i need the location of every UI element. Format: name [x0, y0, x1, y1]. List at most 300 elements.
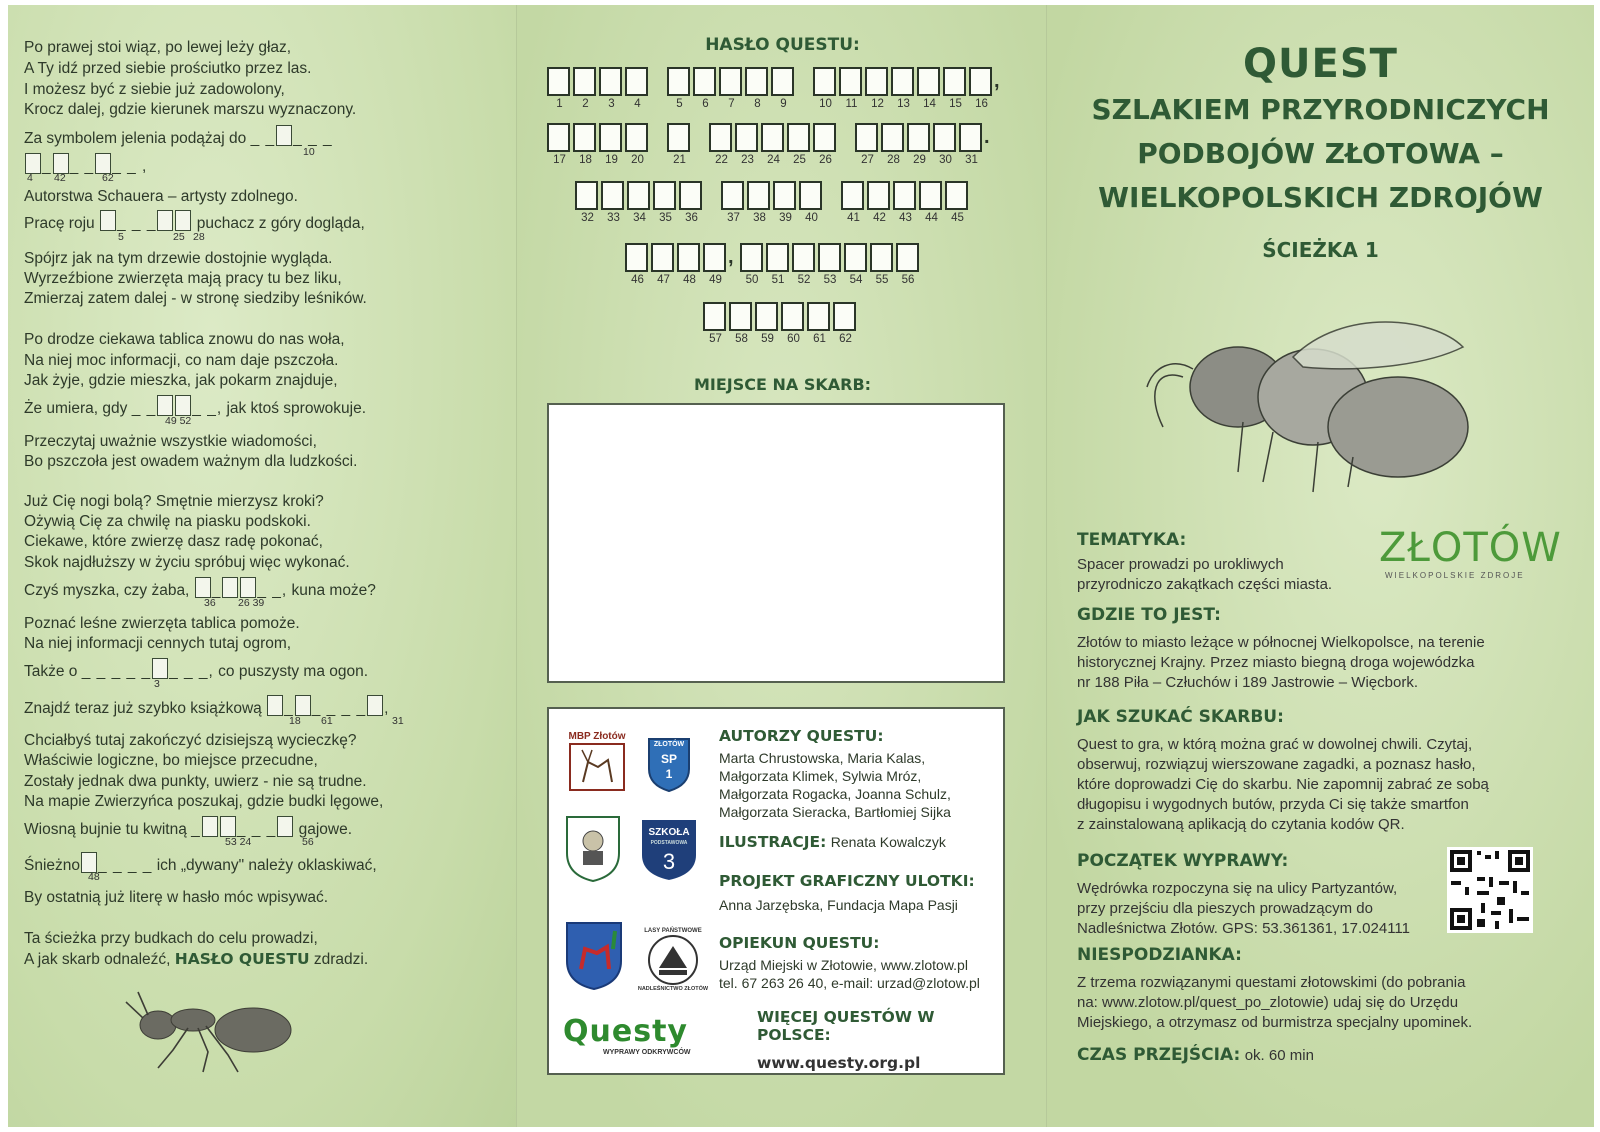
poem-text: Śnieżno — [24, 857, 81, 874]
letter-number: 22 — [715, 154, 728, 166]
poem-text: kuna może? — [291, 582, 376, 599]
letter-box[interactable] — [747, 181, 770, 210]
surprise-line: Miejskiego, a otrzymasz od burmistrza specjalny upominek. — [1077, 1014, 1473, 1031]
answer-box[interactable] — [53, 153, 69, 174]
answer-box[interactable] — [25, 153, 41, 174]
credits-text — [719, 727, 999, 1072]
logo-text: Questy — [563, 1014, 688, 1049]
letter-box[interactable] — [575, 181, 598, 210]
letter-box[interactable] — [855, 123, 878, 152]
poem-text: Za symbolem jelenia podążaj do — [24, 130, 247, 147]
questy-logo[interactable] — [563, 1009, 733, 1061]
poem-text: zdradzi. — [313, 951, 369, 968]
logo-text: MBP Złotów — [568, 730, 626, 742]
where-line: historycznej Krajny. Przez miasto biegną droga wojewódzka — [1077, 654, 1475, 671]
letter-box[interactable] — [573, 123, 596, 152]
riddle-line: Za symbolem jelenia podążaj do _ _ _ _ _ — [24, 125, 333, 149]
answer-box[interactable] — [276, 125, 292, 146]
letter-box[interactable] — [781, 302, 804, 331]
letter-box[interactable] — [625, 123, 648, 152]
letter-number: 14 — [923, 98, 936, 110]
answer-box[interactable] — [175, 210, 191, 231]
letter-box[interactable] — [943, 67, 966, 96]
letter-number: 8 — [754, 98, 761, 110]
letter-box[interactable] — [919, 181, 942, 210]
lasy-panstwowe-logo — [635, 921, 711, 999]
letter-number: 38 — [753, 212, 766, 224]
letter-box[interactable] — [891, 67, 914, 96]
letter-box[interactable] — [677, 243, 700, 272]
poem-line: Na mapie Zwierzyńca poszukaj, gdzie budki lęgowe, — [24, 793, 384, 810]
letter-box[interactable] — [841, 181, 864, 210]
letter-number: 29 — [913, 154, 926, 166]
riddle-line: Wiosną bujnie tu kwitną _ _ _ _ gajowe. — [24, 816, 352, 840]
bee-abdomen — [1328, 377, 1468, 477]
letter-number: 61 — [321, 715, 333, 727]
letter-number: 11 — [845, 98, 858, 110]
letter-number: 5 — [118, 231, 124, 243]
letter-number: 5 — [676, 98, 683, 110]
poem-line: I możesz być z siebie już zadowolony, — [24, 81, 285, 98]
letter-box[interactable] — [839, 67, 862, 96]
poem-line: Wyrzeźbione zwierzęta mają pracy tu bez liku, — [24, 270, 342, 287]
letter-number: 27 — [861, 154, 874, 166]
where-title: GDZIE TO JEST: — [1077, 605, 1221, 625]
riddle-line: Pracę roju _ _ _ puchacz z góry dogląda, — [24, 210, 365, 234]
start-line: przy przejściu dla pieszych prowadzącym do — [1077, 900, 1373, 917]
letter-box[interactable] — [719, 67, 742, 96]
letter-number: 51 — [771, 274, 785, 286]
theme-line: Spacer prowadzi po urokliwych — [1077, 556, 1284, 573]
ant-thorax — [171, 1009, 215, 1031]
where-line: nr 188 Piła – Człuchów i 189 Jastrowie – Więcbork. — [1077, 674, 1418, 691]
how-line: obserwuj, rozwiązuj wierszowane zagadki, a poznasz hasło, — [1077, 756, 1476, 773]
letter-number: 6 — [702, 98, 709, 110]
treasure-drawing-area[interactable] — [547, 403, 1005, 683]
right-panel-cover — [1047, 5, 1594, 1127]
ant-abdomen — [215, 1008, 291, 1052]
quest-password-emphasis: HASŁO QUESTU — [174, 950, 310, 968]
sp1-logo — [645, 735, 693, 793]
letter-number: 26 — [819, 154, 832, 166]
riddle-line: Czyś myszka, czy żaba, _ _ _, kuna może? — [24, 577, 376, 601]
more-quests-title: WIĘCEJ QUESTÓW W POLSCE: — [757, 1008, 935, 1044]
illustrator: Renata Kowalczyk — [830, 834, 946, 850]
forest-emblem-icon — [645, 934, 701, 986]
logo-text: 3 — [662, 849, 676, 874]
letter-box[interactable] — [601, 181, 624, 210]
letter-number: 12 — [871, 98, 884, 110]
letter-number: 50 — [745, 274, 759, 286]
letter-number: 13 — [897, 98, 910, 110]
letter-number: 36 — [685, 212, 698, 224]
poem-line: Już Cię nogi bolą? Smętnie mierzysz kroki? — [24, 493, 324, 510]
letter-number: 10 — [303, 146, 315, 158]
quest-subtitle-1: SZLAKIEM PRZYRODNICZYCH — [1091, 93, 1550, 126]
surprise-line: Z trzema rozwiązanymi questami złotowskimi (do pobrania — [1077, 974, 1466, 991]
poem-line: Jak żyje, gdzie mieszka, jak pokarm znajduje, — [24, 372, 338, 389]
letter-box[interactable] — [867, 181, 890, 210]
letter-number: 52 — [797, 274, 811, 286]
answer-box[interactable] — [195, 577, 211, 598]
letter-number: 60 — [787, 333, 800, 345]
logo-text: 1 — [665, 767, 673, 781]
letter-box[interactable] — [667, 123, 690, 152]
answer-box[interactable] — [222, 577, 238, 598]
letter-box[interactable] — [807, 302, 830, 331]
poem-line: Przeczytaj uważnie wszystkie wiadomości, — [24, 433, 317, 450]
letter-number: 57 — [709, 333, 722, 345]
letter-number: 10 — [819, 98, 832, 110]
zlotow-coat-of-arms — [563, 919, 625, 991]
letter-number: 53 24 — [225, 836, 252, 848]
brand-subtitle: WIELKOPOLSKIE ZDROJE — [1385, 571, 1525, 580]
logo-text: LASY PAŃSTWOWE — [644, 928, 702, 934]
letter-box[interactable] — [679, 181, 702, 210]
how-title: JAK SZUKAĆ SKARBU: — [1077, 707, 1284, 727]
letter-box[interactable] — [745, 67, 768, 96]
letter-number: 62 — [839, 333, 852, 345]
letter-box[interactable] — [907, 123, 930, 152]
brand-text: ZŁOTÓW — [1379, 525, 1562, 571]
letter-box[interactable] — [881, 123, 904, 152]
where-line: Złotów to miasto leżące w północnej Wielkopolsce, na terenie — [1077, 634, 1485, 651]
design-title: PROJEKT GRAFICZNY ULOTKI: — [719, 872, 975, 890]
answer-box[interactable] — [220, 816, 236, 837]
poem-text: Także o — [24, 663, 78, 680]
letter-box[interactable] — [547, 67, 570, 96]
letter-box[interactable] — [599, 123, 622, 152]
letter-number: 41 — [847, 212, 860, 224]
letter-number: 16 — [975, 98, 988, 110]
letter-number: 54 — [849, 274, 863, 286]
letter-number: 59 — [761, 333, 774, 345]
poem-line: Na niej informacji cennych tutaj ogrom, — [24, 635, 292, 652]
poem-text: Wiosną bujnie tu kwitną — [24, 821, 187, 838]
letter-number: 28 — [887, 154, 900, 166]
mbp-zlotow-logo — [563, 725, 631, 797]
poem-line: Poznać leśne zwierzęta tablica pomoże. — [24, 615, 300, 632]
poem-text: Że umiera, gdy — [24, 400, 128, 417]
letter-box[interactable] — [547, 123, 570, 152]
poem-line: Zmierzaj zatem dalej - w stronę siedziby leśników. — [24, 290, 367, 307]
poem-text: ich „dywany" należy oklaskiwać, — [156, 857, 377, 874]
ant-head — [140, 1011, 176, 1039]
letter-box[interactable] — [799, 181, 822, 210]
logo-text: ZŁOTÓW — [653, 741, 685, 748]
letter-box[interactable] — [771, 67, 794, 96]
letter-number: 3 — [608, 98, 615, 110]
how-line: które doprowadzi Cię do skarbu. Nie zapomnij zabrać ze sobą — [1077, 776, 1489, 793]
letter-number: 18 — [579, 154, 592, 166]
letter-number: 30 — [939, 154, 952, 166]
author-line: Marta Chrustowska, Maria Kalas, — [719, 750, 926, 766]
how-line: długopisu i wygodnych butów, przyda Ci się także smartfon — [1077, 796, 1469, 813]
poem-line: Na niej moc informacji, co nam daje pszczoła. — [24, 352, 339, 369]
answer-box[interactable] — [202, 816, 218, 837]
quest-subtitle-2: PODBOJÓW ZŁOTOWA – — [1137, 137, 1504, 170]
surprise-title: NIESPODZIANKA: — [1077, 945, 1242, 965]
letter-box[interactable] — [933, 123, 956, 152]
poem-line: Skok najdłuższy w życiu spróbuj więc wykonać. — [24, 554, 350, 571]
password-title: HASŁO QUESTU: — [705, 35, 860, 55]
letter-box[interactable] — [709, 123, 732, 152]
riddle-line: Że umiera, gdy _ _ _ _, jak ktoś sprowokuje. — [24, 395, 366, 419]
poem-line: Ożywią Cię za chwilę na piasku podskoki. — [24, 513, 311, 530]
letter-number: 34 — [633, 212, 646, 224]
letter-box[interactable] — [773, 181, 796, 210]
letter-number: 39 — [779, 212, 792, 224]
answer-box[interactable] — [81, 852, 97, 873]
where-text — [1077, 633, 1485, 693]
letter-number: 35 — [659, 212, 672, 224]
answer-box[interactable] — [240, 577, 256, 598]
letter-box[interactable] — [693, 67, 716, 96]
answer-box[interactable] — [267, 695, 283, 716]
letter-box[interactable] — [729, 302, 752, 331]
authors-title: AUTORZY QUESTU: — [719, 727, 884, 745]
author-line: Małgorzata Rogacka, Joanna Schulz, — [719, 786, 951, 802]
bee-illustration — [1143, 297, 1473, 497]
letter-number: 21 — [673, 154, 686, 166]
letter-number: 49 — [709, 274, 722, 286]
start-title: POCZĄTEK WYPRAWY: — [1077, 851, 1289, 871]
letter-box[interactable] — [893, 181, 916, 210]
letter-box[interactable] — [740, 243, 763, 272]
letter-number: 43 — [899, 212, 912, 224]
left-panel-riddles — [8, 5, 516, 1127]
poem-line: Spójrz jak na tym drzewie dostojnie wygląda. — [24, 250, 333, 267]
letter-box[interactable] — [703, 243, 726, 272]
start-text — [1077, 879, 1417, 939]
letter-number: 47 — [657, 274, 670, 286]
password-row-2: . — [547, 123, 996, 152]
deer-emblem-icon — [568, 742, 626, 792]
poem-line: By ostatnią już literę w hasło móc wpisywać. — [24, 889, 329, 906]
riddle-line: _ _ _ _ _ , — [24, 153, 147, 177]
letter-box[interactable] — [766, 243, 789, 272]
letter-box[interactable] — [625, 67, 648, 96]
answer-box[interactable] — [277, 816, 293, 837]
password-row-3 — [575, 181, 971, 210]
letter-number: 4 — [27, 172, 33, 184]
letter-number: 32 — [581, 212, 594, 224]
illustrations-credit — [719, 833, 999, 852]
letter-number: 9 — [780, 98, 787, 110]
poem-line: A Ty idź przed siebie prościutko przez las. — [24, 60, 312, 77]
duration — [1077, 1045, 1314, 1065]
quest-title: QUEST — [1243, 41, 1398, 87]
letter-number: 4 — [634, 98, 641, 110]
author-line: Małgorzata Klimek, Sylwia Mróz, — [719, 768, 922, 784]
letter-box[interactable] — [735, 123, 758, 152]
sp3-logo — [637, 815, 701, 883]
duration-title: CZAS PRZEJŚCIA: — [1077, 1045, 1241, 1065]
letter-box[interactable] — [969, 67, 992, 96]
letter-box[interactable] — [896, 243, 919, 272]
letter-box[interactable] — [651, 243, 674, 272]
letter-box[interactable] — [959, 123, 982, 152]
surprise-line: na: www.zlotow.pl/quest_po_zlotowie) udaj się do Urzędu — [1077, 994, 1459, 1011]
treasure-title: MIEJSCE NA SKARB: — [693, 375, 872, 394]
letter-box[interactable] — [945, 181, 968, 210]
letter-number: 1 — [556, 98, 563, 110]
letter-number: 7 — [728, 98, 735, 110]
ant-illustration — [118, 980, 308, 1075]
poem-line: Krocz dalej, gdzie kierunek marszu wyznaczony. — [24, 101, 357, 118]
poem-text: jak ktoś sprowokuje. — [226, 400, 366, 417]
logo-text: SZKOŁA — [648, 827, 690, 838]
letter-number: 36 — [204, 597, 216, 609]
letter-number: 20 — [631, 154, 644, 166]
letter-number: 19 — [605, 154, 618, 166]
questy-link[interactable]: www.questy.org.pl — [757, 1054, 921, 1072]
letter-number: 44 — [925, 212, 938, 224]
answer-box[interactable] — [95, 153, 111, 174]
letter-number: 55 — [875, 274, 889, 286]
answer-box[interactable] — [157, 210, 173, 231]
illustrations-title: ILUSTRACJE: — [719, 833, 827, 851]
portrait-emblem-icon — [563, 813, 623, 883]
poem-line: Po drodze ciekawa tablica znowu do nas woła, — [24, 331, 345, 348]
logo-text: PODSTAWOWA — [650, 840, 688, 846]
middle-panel-password — [516, 5, 1047, 1127]
authors-list — [719, 749, 999, 821]
poem-text: Czyś myszka, czy żaba, — [24, 582, 190, 599]
letter-box[interactable] — [573, 67, 596, 96]
password-row-1: , — [547, 67, 1006, 96]
letter-number: 53 — [823, 274, 837, 286]
surprise-text — [1077, 973, 1472, 1033]
letter-box[interactable] — [755, 302, 778, 331]
theme-line: przyrodniczo zakątkach części miasta. — [1077, 576, 1333, 593]
how-line: z zainstalowaną aplikacją do czytania kodów QR. — [1077, 816, 1405, 833]
answer-box[interactable] — [175, 395, 191, 416]
letter-number: 58 — [735, 333, 748, 345]
letter-number: 62 — [102, 172, 114, 184]
letter-box[interactable] — [627, 181, 650, 210]
letter-box[interactable] — [833, 302, 856, 331]
answer-box[interactable] — [295, 695, 311, 716]
poem-line: Zostały jednak dwa punkty, uwierz - nie są trudne. — [24, 773, 367, 790]
guardian-line: tel. 67 263 26 40, e-mail: urzad@zlotow.pl — [719, 975, 980, 991]
logo-text: NADLEŚNICTWO ZŁOTÓW — [637, 986, 709, 992]
duration-value: ok. 60 min — [1244, 1047, 1314, 1064]
letter-number: 25 — [173, 231, 185, 243]
author-line: Małgorzata Sieracka, Bartłomiej Sijka — [719, 804, 951, 820]
letter-box[interactable] — [721, 181, 744, 210]
poem-line: Ciekawe, które zwierzę dasz radę pokonać, — [24, 533, 323, 550]
letter-box[interactable] — [917, 67, 940, 96]
letter-box[interactable] — [844, 243, 867, 272]
deer-coat-of-arms-icon — [563, 919, 625, 991]
answer-box[interactable] — [367, 695, 383, 716]
letter-box[interactable] — [625, 243, 648, 272]
answer-box[interactable] — [100, 210, 116, 231]
poem-text: A jak skarb odnaleźć, — [24, 951, 171, 968]
bee-wing — [1293, 322, 1463, 369]
letter-number: 2 — [582, 98, 589, 110]
letter-number: 42 — [54, 172, 66, 184]
poem-line: Bo pszczoła jest owadem ważnym dla ludzkości. — [24, 453, 358, 470]
start-line: Wędrówka rozpoczyna się na ulicy Partyzantów, — [1077, 880, 1398, 897]
logo-text: SP — [660, 752, 677, 766]
poem-text: puchacz z góry dogląda, — [196, 215, 365, 232]
letter-number: 26 39 — [238, 597, 265, 609]
letter-number: 46 — [631, 274, 644, 286]
letter-number: 28 — [193, 231, 205, 243]
guardian-title: OPIEKUN QUESTU: — [719, 934, 880, 952]
theme-text — [1077, 555, 1367, 595]
riddle-line: Znajdź teraz już szybko książkową _ _ _ _ _ , — [24, 695, 389, 719]
letter-number: 48 — [88, 871, 100, 883]
letter-box[interactable] — [787, 123, 810, 152]
letter-number: 42 — [873, 212, 886, 224]
letter-number: 61 — [813, 333, 826, 345]
brochure-sheet — [8, 5, 1594, 1127]
letter-number: 33 — [607, 212, 620, 224]
school-patron-logo — [563, 813, 623, 883]
letter-number: 25 — [793, 154, 806, 166]
letter-box[interactable] — [870, 243, 893, 272]
poem-text: gajowe. — [298, 821, 353, 838]
letter-number: 15 — [949, 98, 962, 110]
answer-box[interactable] — [157, 395, 173, 416]
poem-line: Po prawej stoi wiąz, po lewej leży głaz, — [24, 39, 292, 56]
guardian-line: Urząd Miejski w Złotowie, www.zlotow.pl — [719, 957, 968, 973]
password-row-5 — [703, 302, 859, 331]
letter-box[interactable] — [813, 67, 836, 96]
letter-box[interactable] — [865, 67, 888, 96]
letter-number: 49 52 — [165, 415, 192, 427]
poem-line — [24, 949, 368, 970]
letter-box[interactable] — [703, 302, 726, 331]
theme-title: TEMATYKA: — [1077, 530, 1187, 550]
letter-box[interactable] — [599, 67, 622, 96]
bee-antenna — [1155, 375, 1183, 427]
zlotow-brand-logo — [1379, 525, 1562, 595]
how-text — [1077, 735, 1489, 835]
letter-box[interactable] — [792, 243, 815, 272]
password-row-4: , — [625, 243, 922, 272]
poem-text: co puszysty ma ogon. — [218, 663, 369, 680]
letter-number: 45 — [951, 212, 964, 224]
logo-text: WYPRAWY ODKRYWCÓW — [603, 1049, 691, 1056]
letter-number: 56 — [901, 274, 915, 286]
designer: Anna Jarzębska, Fundacja Mapa Pasji — [719, 897, 958, 913]
letter-box[interactable] — [761, 123, 784, 152]
letter-number: 31 — [392, 715, 404, 727]
letter-number: 40 — [805, 212, 818, 224]
letter-number: 31 — [965, 154, 978, 166]
poem-line: Autorstwa Schauera – artysty zdolnego. — [24, 188, 298, 205]
letter-box[interactable] — [653, 181, 676, 210]
letter-number: 56 — [302, 836, 314, 848]
letter-number: 24 — [767, 154, 780, 166]
poem-line: Właściwie logiczne, bo miejsce przecudne, — [24, 752, 318, 769]
letter-box[interactable] — [818, 243, 841, 272]
start-line: Nadleśnictwa Złotów. GPS: 53.361361, 17.024111 — [1077, 920, 1410, 937]
letter-box[interactable] — [813, 123, 836, 152]
poem-text: Znajdź teraz już szybko książkową — [24, 700, 262, 717]
quest-subtitle-3: WIELKOPOLSKICH ZDROJÓW — [1098, 181, 1543, 214]
poem-text: Pracę roju — [24, 215, 95, 232]
qr-code-icon[interactable] — [1447, 847, 1533, 933]
answer-box[interactable] — [152, 658, 168, 679]
riddle-line: Także o _ _ _ _ _ _ _ _, co puszysty ma ogon. — [24, 658, 368, 682]
path-label: ŚCIEŻKA 1 — [1262, 238, 1379, 262]
letter-box[interactable] — [667, 67, 690, 96]
